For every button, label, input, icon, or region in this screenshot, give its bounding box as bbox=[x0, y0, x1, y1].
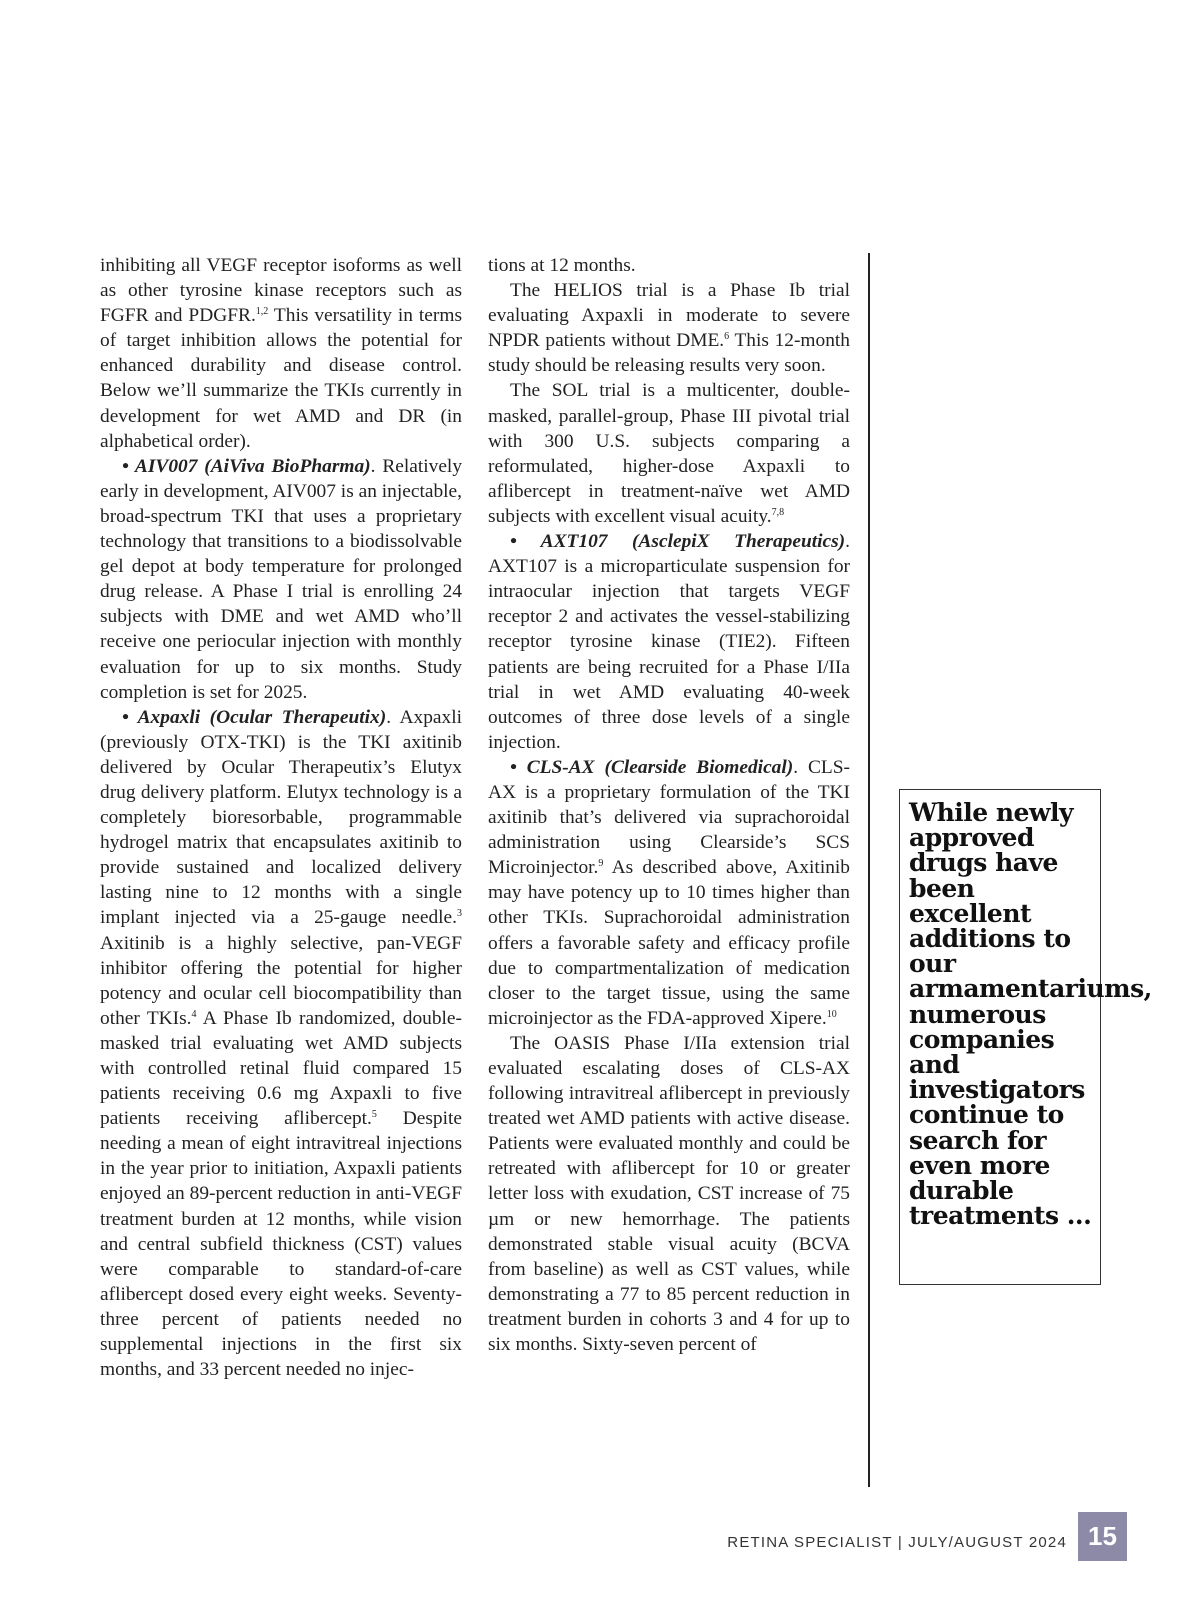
reference-superscript: 5 bbox=[371, 1109, 377, 1121]
paragraph-sol: The SOL trial is a multicenter, double-masked, parallel-group, Phase III pivotal trial with 300 U.S. subjects comparing a reformulated, higher-dose Axpaxli to aflibercept in treatment-naïve wet AMD subjects with excellent visual acuity.$^{7,8}$ bbox=[488, 380, 850, 527]
paragraph-intro: inhibiting all VEGF receptor isoforms as well as other tyrosine kinase receptors such as FGFR and PDGFR.$^{1,2}$ This versatility in terms of target inhibition allows the potential for enhanced durability and disease control. Below we’ll summarize the TKIs currently in development for wet AMD and DR (in alphabetical order). bbox=[100, 255, 462, 452]
drug-heading-axpaxli: • Axpaxli (Ocular Therapeutix) bbox=[122, 706, 387, 728]
article-column-left bbox=[100, 253, 462, 1382]
reference-superscript: 7,8 bbox=[771, 506, 785, 518]
paragraph-cls-ax: • CLS-AX (Clearside Biomedical). CLS-AX is a proprietary formulation of the TKI axitinib that’s delivered via suprachoroidal administration using Clearside’s SCS Microinjector.$^9$ As described above, Axitinib may have potency up to 10 times higher than other TKIs. Suprachoroidal administration offers a favorable safety and efficacy profile due to compartmentalization of medication closer to the target tissue, using the same microinjector as the FDA-approved Xipere.$^{10}$ bbox=[488, 756, 850, 1029]
reference-superscript: 1,2 bbox=[255, 306, 269, 318]
paragraph-axpaxli: • Axpaxli (Ocular Therapeutix). Axpaxli (previously OTX-TKI) is the TKI axitinib delivered by Ocular Therapeutix’s Elutyx drug delivery platform. Elutyx technology is a completely bioresorbable, programmable hydrogel matrix that encapsulates axitinib to provide sustained and localized delivery lasting nine to 12 months with a single implant injected via a 25-gauge needle.$^3$ Axitinib is a highly selective, pan-VEGF inhibitor offering the potential for higher potency and ocular cell biocompatibility than other TKIs.$^4$ A Phase Ib randomized, double-masked trial evaluating wet AMD subjects with controlled retinal fluid compared 15 patients receiving 0.6 mg Axpaxli to five patients receiving aflibercept.$^5$ Despite needing a mean of eight intravitreal injections in the year prior to initiation, Axpaxli patients enjoyed an 89-percent reduction in anti-VEGF treatment burden at 12 months, while vision and central subfield thickness (CST) values were comparable to standard-of-care aflibercept dosed every eight weeks. Seventy-three percent of patients needed no supplemental injections in the first six months, and 33 percent needed no injec- bbox=[100, 706, 462, 1381]
paragraph-axt107: • AXT107 (AsclepiX Therapeutics). AXT107 is a microparticulate suspension for intraocular injection that targets VEGF receptor 2 and activates the vessel-stabilizing receptor tyrosine kinase (TIE2). Fifteen patients are being recruited for a Phase I/IIa trial in wet AMD evaluating 40-week outcomes of three dose levels of a single injection. bbox=[488, 531, 850, 753]
pull-quote: While newly approved drugs have been excellent additions to our armamentariums, numerous companies and investigators continue to search for even more durable treatments ... bbox=[899, 789, 1101, 1285]
paragraph-aiv007: • AIV007 (AiViva BioPharma). Relatively early in development, AIV007 is an injectable, broad-spectrum TKI that uses a proprietary technology that transitions to a biodissolvable gel depot at body temperature for prolonged drug release. A Phase I trial is enrolling 24 subjects with DME and wet AMD who’ll receive one periocular injection with monthly evaluation for up to six months. Study completion is set for 2025. bbox=[100, 455, 463, 703]
drug-heading-axt107: • AXT107 (AsclepiX Therapeutics) bbox=[510, 531, 846, 553]
reference-superscript: 3 bbox=[457, 908, 462, 920]
drug-heading-aiv007: • AIV007 (AiViva BioPharma) bbox=[122, 455, 371, 477]
reference-superscript: 10 bbox=[826, 1008, 837, 1020]
reference-superscript: 4 bbox=[191, 1008, 197, 1020]
reference-superscript: 6 bbox=[724, 331, 730, 343]
footer-publication: RETINA SPECIALIST | JULY/AUGUST 2024 bbox=[727, 1534, 1067, 1551]
reference-superscript: 9 bbox=[598, 858, 604, 870]
article-column-middle bbox=[488, 253, 850, 1357]
paragraph-continuation: tions at 12 months. bbox=[488, 255, 636, 276]
drug-heading-cls-ax: • CLS-AX (Clearside Biomedical) bbox=[510, 756, 794, 778]
paragraph-helios: The HELIOS trial is a Phase Ib trial evaluating Axpaxli in moderate to severe NPDR patients without DME.$^6$ This 12-month study should be releasing results very soon. bbox=[488, 280, 850, 377]
column-divider bbox=[868, 253, 870, 1487]
page-number: 15 bbox=[1078, 1512, 1127, 1561]
paragraph-oasis: The OASIS Phase I/IIa extension trial evaluated escalating doses of CLS-AX following intravitreal aflibercept in previously treated wet AMD patients with active disease. Patients were evaluated monthly and could be retreated with aflibercept for 10 or greater letter loss with exudation, CST increase of 75 µm or new hemorrhage. The patients demonstrated stable visual acuity (BCVA from baseline) as well as CST values, while demonstrating a 77 to 85 percent reduction in treatment burden in cohorts 3 and 4 for up to six months. Sixty-seven percent of bbox=[488, 1032, 850, 1356]
